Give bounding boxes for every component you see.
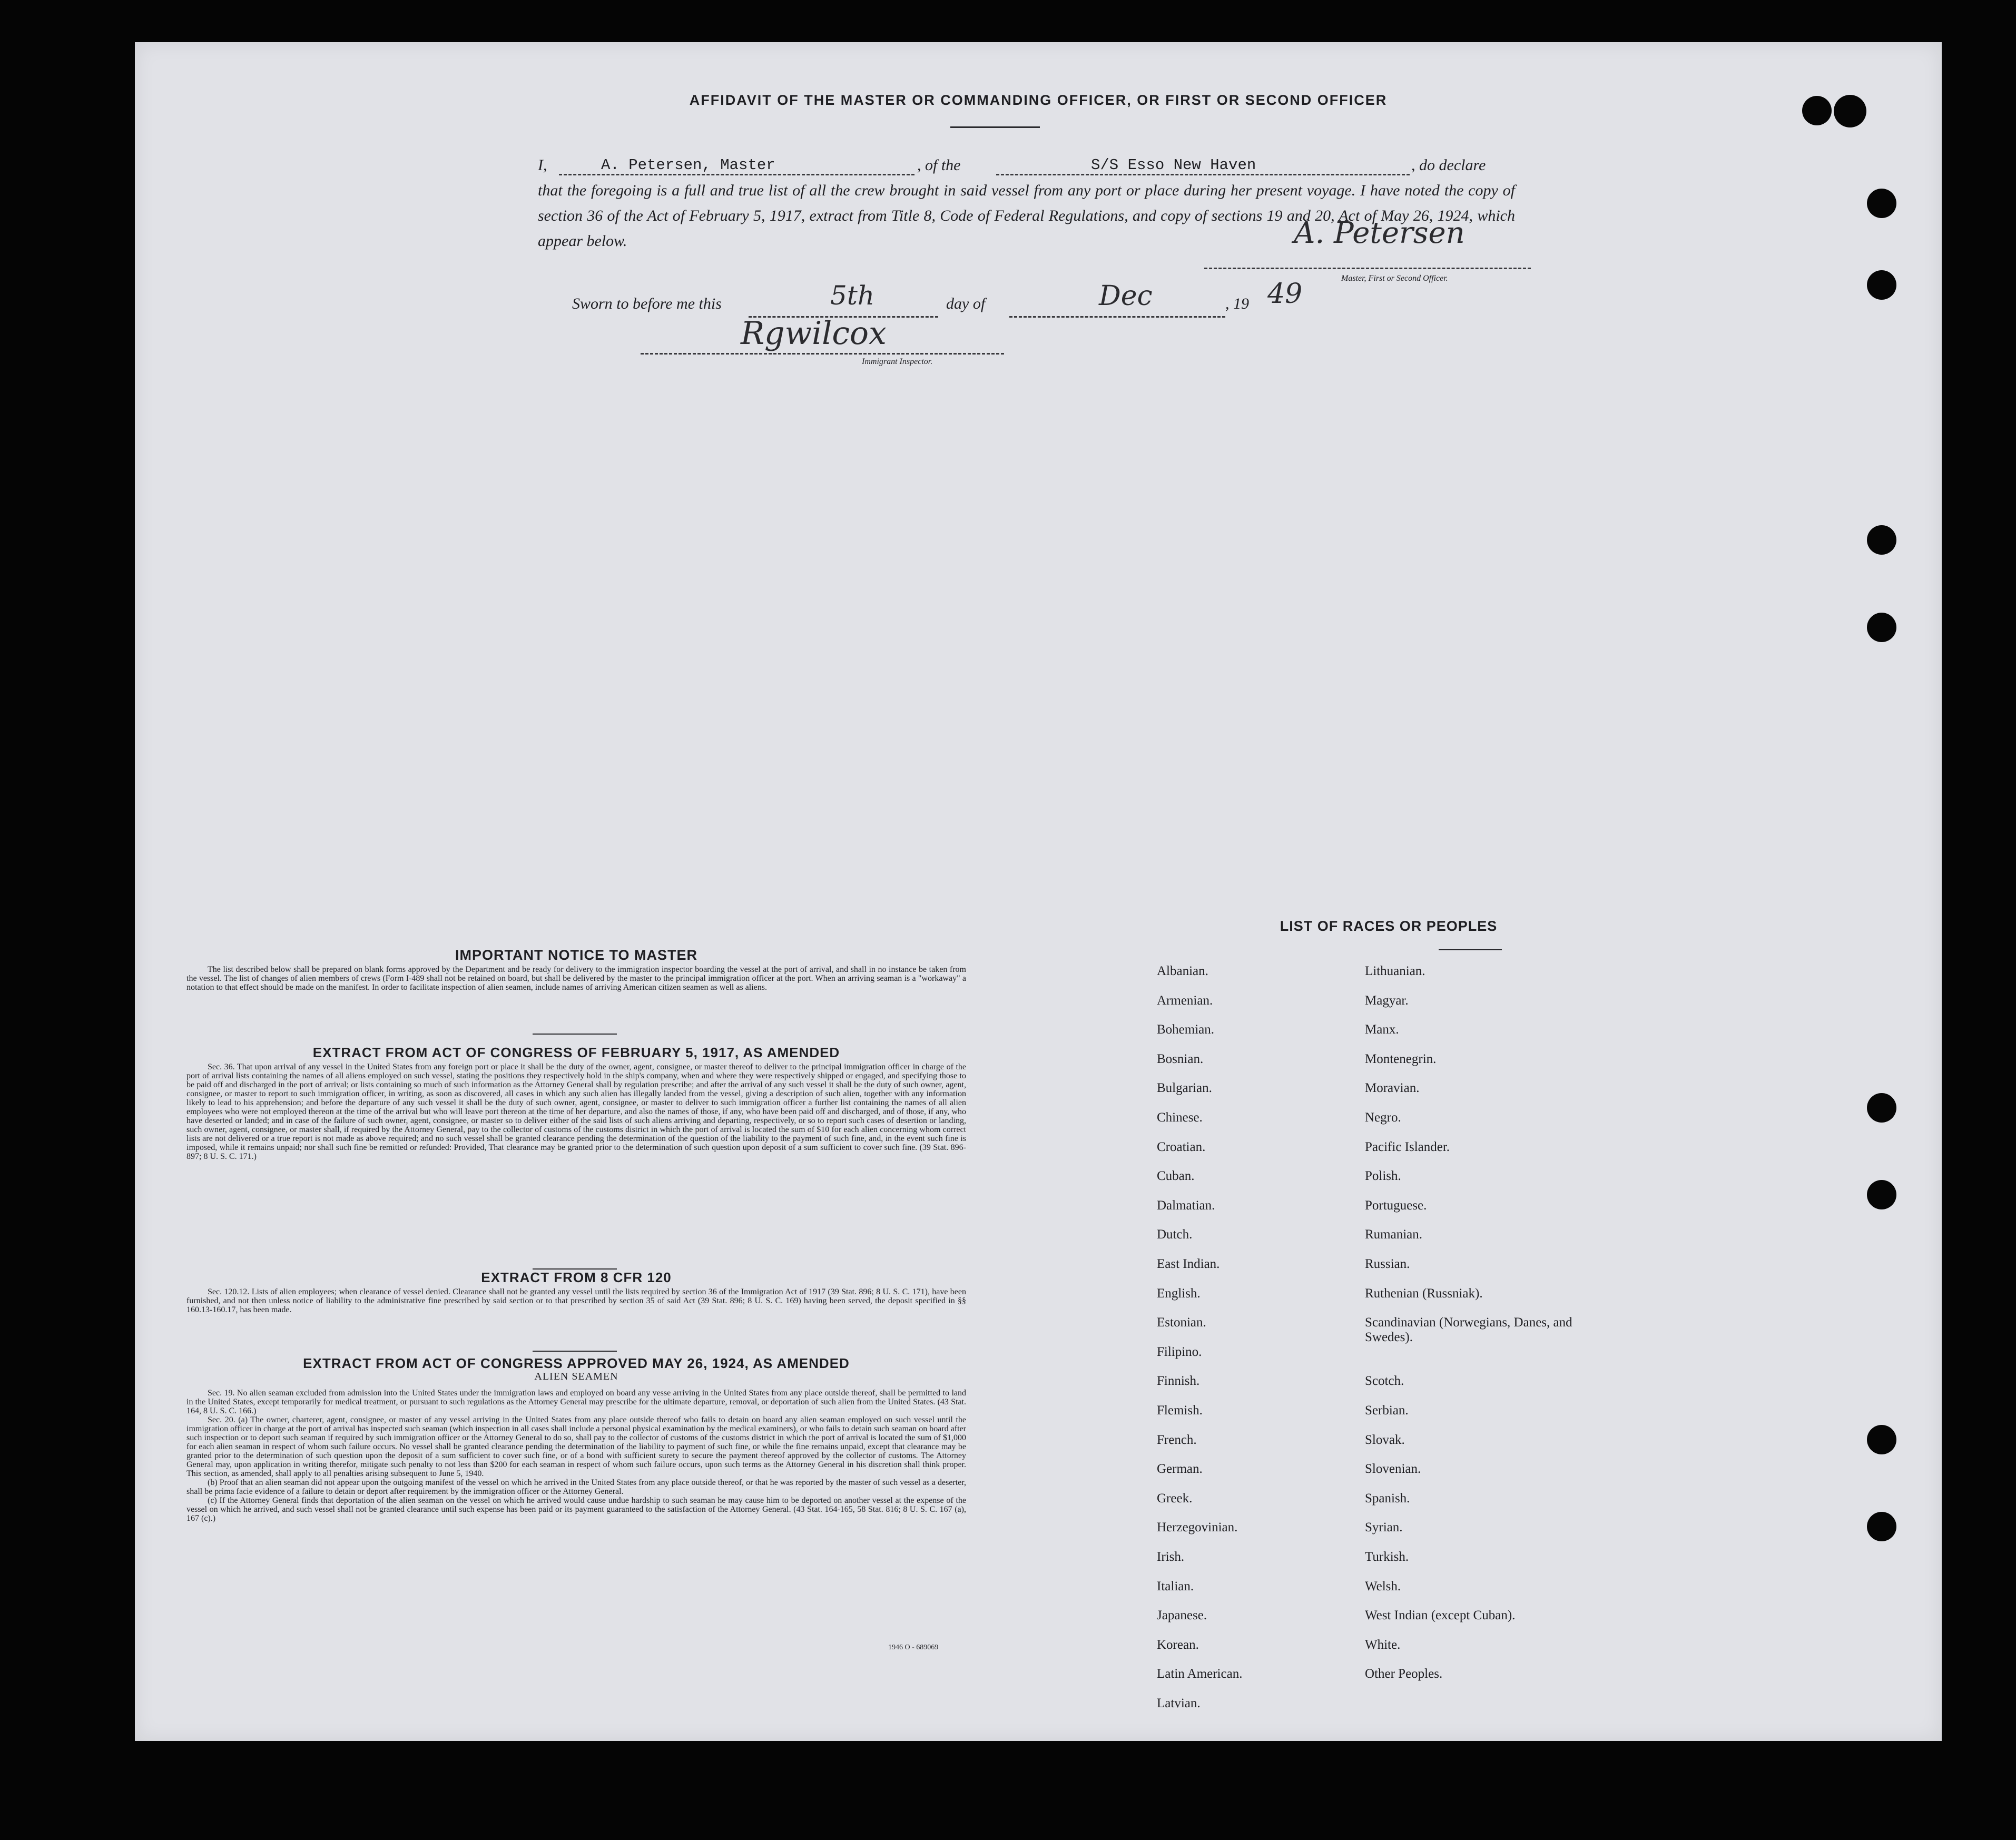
- title-underline: [950, 126, 1040, 128]
- race-entry: Armenian.: [1157, 993, 1213, 1008]
- sworn-day: 5th: [830, 280, 875, 311]
- day-of-label: day of: [946, 295, 986, 312]
- extract-1917-text: Sec. 36. That upon arrival of any vessel in the United States from any foreign port or place it shall be the duty of the owner, agent, consignee, or master thereof to deliver to the principal immigration officer in charge of the port of arrival lists containing the names of all aliens employed on such vessel, stating the positions they respectively hold in the ship's company, when and where they were respectively shipped or engaged, and specifying those to be paid off and discharged in the port of arrival; or lists containing so much of such information as the Attorney General shall by regulation prescribe; and after the arrival of any such vessel it shall be the duty of such owner, agent, consignee, or master to report to such immigration officer, in writing, as soon as discovered, all cases in which any such alien has illegally landed from the vessel, giving a description of such alien, together with any information likely to lead to his apprehension; and before the departure of any such vessel it shall be the duty of such owner, agent, consignee, or master to deliver to such immigration officer a further list containing the names of all alien employees who were not employed thereon at the time of the arrival but who will leave port thereon at the time of her departure, and also the names of those, if any, who have been paid off and discharged, and of those, if any, who have deserted or landed; and in case of the failure of such owner, agent, consignee, or master so to deliver either of the said lists of such aliens arriving and departing, respectively, or so to report such cases of desertion or landing, such owner, agent, consignee, or master shall, if required by the Attorney General, pay to the collector of customs of the customs district in which the port of arrival is located the sum of $10 for each alien concerning whom correct lists are not delivered or a true report is not made as above required; and no such vessel shall be granted clearance pending the determination of the question of the liability to the payment of such fine, and, in the event such fine is imposed, while it remains unpaid; nor shall such fine be remitted or refunded: Provided, That clearance may be granted prior to the determination of such question upon deposit of a sum sufficient to cover such fine. (39 Stat. 896-897; 8 U. S. C. 171.): [186, 1062, 966, 1161]
- punch-hole: [1867, 1425, 1896, 1454]
- races-title-underline: [1439, 949, 1502, 950]
- race-entry: Serbian.: [1365, 1403, 1409, 1418]
- master-signature-line: [1204, 268, 1531, 269]
- race-entry: Dalmatian.: [1157, 1198, 1215, 1213]
- race-entry: White.: [1365, 1637, 1401, 1652]
- race-entry: Latvian.: [1157, 1696, 1201, 1710]
- race-entry: Cuban.: [1157, 1169, 1195, 1184]
- race-entry: East Indian.: [1157, 1257, 1220, 1271]
- sec19-text: Sec. 19. No alien seaman excluded from admission into the United States under the immigration laws and employed on board any vesse arriving in the United States from any place outside thereof, shall be permitted to land in the United States, except temporarily for medical treatment, or pursuant to such regulations as the Attorney General may prescribe for the ultimate departure, removal, or deportation of such alien from the United States. (43 Stat. 164, 8 U. S. C. 166.): [186, 1389, 966, 1415]
- race-entry: Korean.: [1157, 1637, 1199, 1652]
- race-entry: Bulgarian.: [1157, 1081, 1212, 1096]
- year-suffix: 49: [1267, 278, 1303, 310]
- race-entry: Bosnian.: [1157, 1051, 1204, 1066]
- race-entry: Greek.: [1157, 1491, 1193, 1506]
- do-declare-label: , do declare: [1411, 156, 1486, 174]
- extract-cfr: [186, 1270, 966, 1314]
- race-entry: Lithuanian.: [1365, 964, 1425, 978]
- extract-1917: [186, 1045, 966, 1161]
- punch-hole: [1867, 270, 1896, 300]
- race-entry: Croatian.: [1157, 1139, 1206, 1154]
- race-entry: West Indian (except Cuban).: [1365, 1608, 1516, 1623]
- race-entry: Spanish.: [1365, 1491, 1410, 1506]
- affidavit-title: AFFIDAVIT OF THE MASTER OR COMMANDING OFFICER, OR FIRST OR SECOND OFFICER: [689, 92, 1388, 108]
- race-entry: Filipino.: [1157, 1344, 1202, 1359]
- race-entry: Syrian.: [1365, 1520, 1403, 1535]
- punch-hole: [1867, 525, 1896, 555]
- punch-hole: [1867, 1093, 1896, 1123]
- race-entry: Herzegovinian.: [1157, 1520, 1238, 1535]
- race-entry: Irish.: [1157, 1550, 1185, 1564]
- race-entry: Turkish.: [1365, 1550, 1409, 1564]
- race-entry: Japanese.: [1157, 1608, 1207, 1623]
- sec20c-text: (c) If the Attorney General finds that deportation of the alien seaman on the vessel on which he arrived would cause undue hardship to such seaman he may cause him to be deported on another vessel at the expense of the vessel on which he arrived, and such vessel shall not be granted clearance until such expense has been paid or its payment guaranteed to the satisfaction of the Attorney General. (43 Stat. 164-165, 58 Stat. 816; 8 U. S. C. 167 (a), 167 (c).): [186, 1496, 966, 1523]
- race-entry: Montenegrin.: [1365, 1051, 1437, 1066]
- race-entry: Albanian.: [1157, 964, 1208, 978]
- race-entry: Finnish.: [1157, 1374, 1200, 1389]
- race-entry: German.: [1157, 1462, 1203, 1477]
- race-entry: Bohemian.: [1157, 1022, 1215, 1037]
- race-entry: Slovenian.: [1365, 1462, 1421, 1477]
- sec20b-text: (b) Proof that an alien seaman did not appear upon the outgoing manifest of the vessel on which he arrived in the United States from any place outside thereof, or that he was reported by the master of such vessel as a deserter, shall be prima facie evidence of a failure to detain or deport after requirement by the immigration officer or the Attorney General.: [186, 1478, 966, 1496]
- race-entry: Other Peoples.: [1365, 1667, 1443, 1681]
- print-code: 1946 O - 689069: [888, 1644, 939, 1651]
- vessel-name: S/S Esso New Haven: [1091, 156, 1256, 174]
- race-entry: Ruthenian (Russniak).: [1365, 1286, 1483, 1301]
- punch-hole: [1867, 613, 1896, 642]
- extract-1917-title: EXTRACT FROM ACT OF CONGRESS OF FEBRUARY 5, 1917, AS AMENDED: [312, 1045, 840, 1060]
- master-name: A. Petersen, Master: [601, 156, 775, 174]
- inspector-label: Immigrant Inspector.: [862, 357, 933, 366]
- punch-hole: [1867, 1512, 1896, 1541]
- race-entry: Scotch.: [1365, 1374, 1404, 1389]
- race-entry: Pacific Islander.: [1365, 1139, 1450, 1154]
- race-entry: Polish.: [1365, 1169, 1401, 1184]
- race-entry: Moravian.: [1365, 1081, 1420, 1096]
- inspector-signature-line: [641, 353, 1004, 355]
- extract-1924-title: EXTRACT FROM ACT OF CONGRESS APPROVED MAY 26, 1924, AS AMENDED: [303, 1355, 850, 1371]
- race-entry: French.: [1157, 1432, 1197, 1447]
- notice-title: IMPORTANT NOTICE TO MASTER: [455, 947, 697, 963]
- race-entry: Scandinavian (Norwegians, Danes, and Swedes).: [1365, 1315, 1572, 1345]
- divider: [533, 1034, 617, 1035]
- year-prefix: , 19: [1225, 295, 1249, 312]
- punch-hole: [1867, 1180, 1896, 1209]
- of-the-label: , of the: [917, 156, 961, 174]
- race-entry: Slovak.: [1365, 1432, 1405, 1447]
- race-entry: Magyar.: [1365, 993, 1409, 1008]
- sworn-label: Sworn to before me this: [572, 295, 722, 312]
- important-notice: [186, 947, 966, 992]
- notice-text: The list described below shall be prepared on blank forms approved by the Department and be ready for delivery to the immigration inspector boarding the vessel at the port of arrival, and shall in no instance be taken from the vessel. The list of changes of alien members of crews (Form I-489 shall not be retained on board, but shall be delivered by the master to the principal immigration officer at the port. When an arriving seaman is a "workaway" a notation to that effect should be made on the manifest. In order to facilitate inspection of alien seamen, include names of arriving American citizen seamen as well as aliens.: [186, 965, 966, 992]
- race-entry: Italian.: [1157, 1579, 1194, 1593]
- race-entry: Chinese.: [1157, 1110, 1203, 1125]
- sec20a-text: Sec. 20. (a) The owner, charterer, agent, consignee, or master of any vessel arriving in the United States from any place outside thereof who fails to detain on board any alien seaman employed on such vessel until the immigration officer in charge at the port of arrival has inspected such seaman (which inspection in all cases shall include a personal physical examination by the medical examiners), or who fails to detain such seaman on board after such inspection or to deport such seaman if required by such immigration officer or the Attorney General to do so, shall pay to the collector of customs of the customs district in which the port of arrival is located the sum of $1,000 for each alien seaman in respect of whom such failure occurs. No vessel shall be granted clearance pending the determination of the liability to payment of such fine, or while the fine remains unpaid, except that clearance may be granted prior to the determination of such question upon the deposit of a sum sufficient to cover such fine, or of a bond with sufficient surety to secure the payment thereof approved by the collector of customs. The Attorney General may, upon application in writing therefor, mitigate such penalty to not less than $200 for each seaman in respect of whom such failure occurs, upon such terms as the Attorney General in his discretion shall think proper. This section, as amended, shall apply to all penalties arising subsequent to June 5, 1940.: [186, 1415, 966, 1478]
- sworn-month: Dec: [1099, 280, 1153, 312]
- master-signature-label: Master, First or Second Officer.: [1341, 274, 1448, 283]
- race-entry: Negro.: [1365, 1110, 1401, 1125]
- divider: [533, 1351, 617, 1352]
- extract-cfr-title: EXTRACT FROM 8 CFR 120: [481, 1270, 672, 1285]
- races-title: LIST OF RACES OR PEOPLES: [1280, 918, 1498, 934]
- race-entry: Welsh.: [1365, 1579, 1401, 1593]
- race-entry: Flemish.: [1157, 1403, 1203, 1418]
- sworn-month-line: [1009, 316, 1225, 318]
- race-entry: Rumanian.: [1365, 1227, 1423, 1242]
- declaration-line: [538, 153, 1515, 178]
- race-entry: English.: [1157, 1286, 1201, 1301]
- inspector-signature: Rgwilcox: [741, 315, 887, 352]
- race-entry: Latin American.: [1157, 1667, 1243, 1681]
- document-sheet: [135, 42, 1942, 1741]
- extract-1924: [186, 1355, 966, 1523]
- master-signature: A. Petersen: [1294, 216, 1465, 250]
- i-label: I,: [538, 156, 547, 174]
- race-entry: Russian.: [1365, 1257, 1410, 1271]
- affidavit-body-text: that the foregoing is a full and true list of all the crew brought in said vessel from any port or place during her present voyage. I have noted the copy of section 36 of the Act of February 5, 1917, extract from Title 8, Code of Federal Regulations, and copy of sections 19 and 20, Act of May 26, 1924, which appear below.: [538, 182, 1515, 250]
- extract-1924-subtitle: ALIEN SEAMEN: [534, 1371, 618, 1382]
- race-entry: Portuguese.: [1365, 1198, 1427, 1213]
- extract-cfr-text: Sec. 120.12. Lists of alien employees; when clearance of vessel denied. Clearance shall not be granted any vessel until the lists required by section 36 of the Immigration Act of 1917 (39 Stat. 896; 8 U. S. C. 171), have been furnished, and not then unless notice of liability to the administrative fine prescribed by said section or to that prescribed by section 35 of said Act (39 Stat. 896; 8 U. S. C. 169) having been served, the deposit specified in §§ 160.13-160.17, has been made.: [186, 1287, 966, 1314]
- punch-hole: [1867, 189, 1896, 218]
- race-entry: Estonian.: [1157, 1315, 1206, 1330]
- race-entry: Dutch.: [1157, 1227, 1193, 1242]
- race-entry: Manx.: [1365, 1022, 1399, 1037]
